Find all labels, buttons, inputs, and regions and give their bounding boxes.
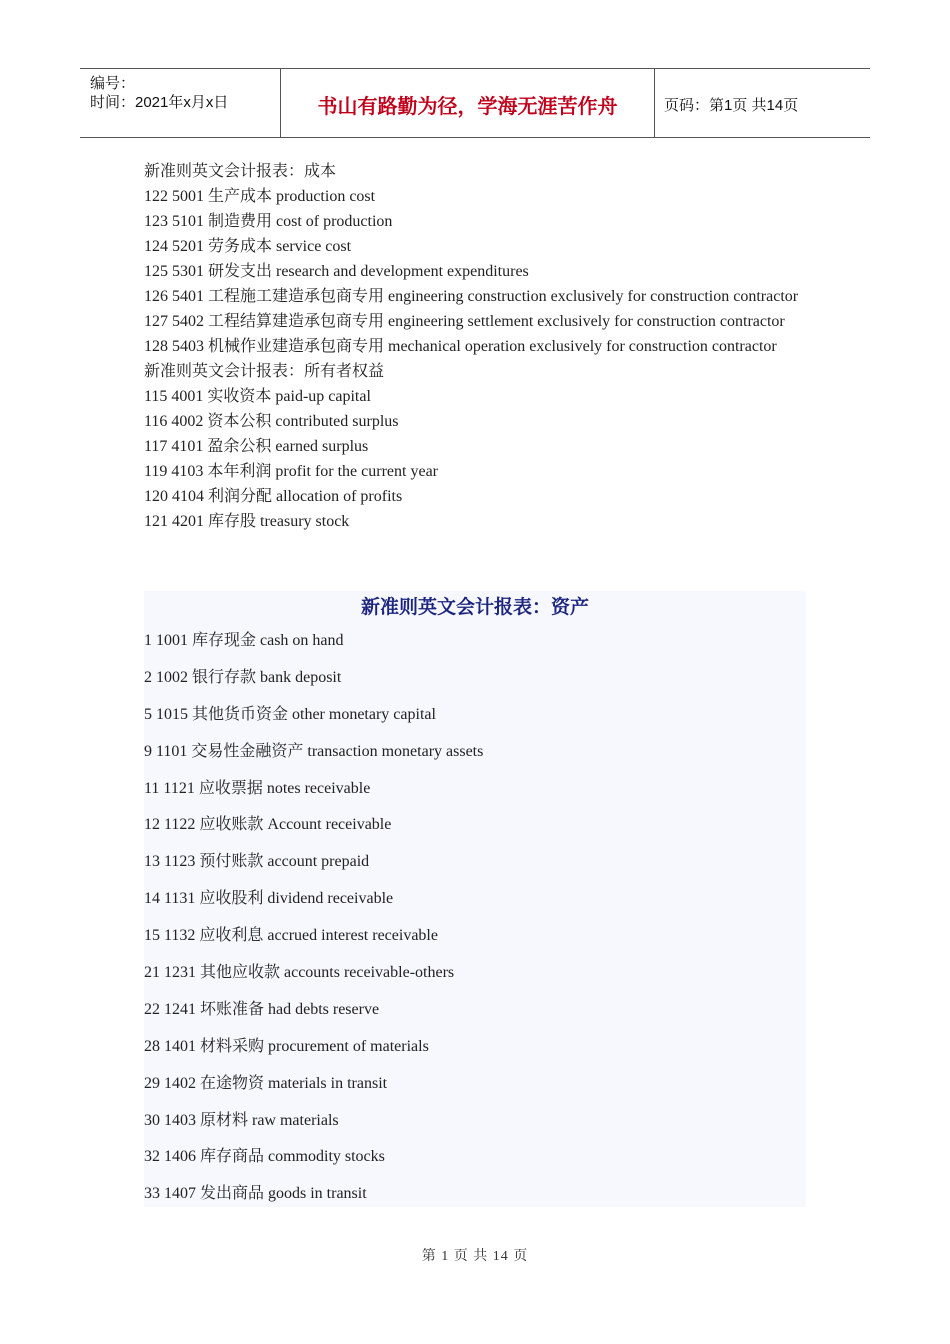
- list-item: 120 4104 利润分配 allocation of profits: [144, 488, 403, 505]
- header-motto-cell: [280, 69, 655, 137]
- page-number-label: 页码：第1页 共14页: [664, 97, 799, 114]
- section-heading-cost: 新准则英文会计报表：成本: [144, 163, 337, 180]
- list-item: 125 5301 研发支出 research and development expenditures: [144, 263, 529, 280]
- list-item: 33 1407 发出商品 goods in transit: [144, 1185, 367, 1203]
- list-item: 117 4101 盈余公积 earned surplus: [144, 438, 369, 455]
- list-item: 22 1241 坏账准备 had debts reserve: [144, 1000, 380, 1018]
- header-page-cell: [654, 69, 870, 137]
- list-item: 122 5001 生产成本 production cost: [144, 188, 376, 205]
- list-item: 11 1121 应收票据 notes receivable: [144, 779, 371, 797]
- document-body: [144, 159, 806, 534]
- list-item: 128 5403 机械作业建造承包商专用 mechanical operation exclusively for construction contractor: [144, 338, 777, 355]
- list-item: 14 1131 应收股利 dividend receivable: [144, 890, 394, 908]
- page-footer: 第 1 页 共 14 页: [421, 1249, 529, 1264]
- section-heading-assets: 新准则英文会计报表：资产: [360, 596, 589, 618]
- list-item: 126 5401 工程施工建造承包商专用 engineering construction exclusively for construction contractor: [144, 288, 799, 305]
- list-item: 29 1402 在途物资 materials in transit: [144, 1074, 388, 1092]
- list-item: 123 5101 制造费用 cost of production: [144, 213, 393, 230]
- section-heading-equity: 新准则英文会计报表：所有者权益: [144, 363, 385, 380]
- list-item: 5 1015 其他货币资金 other monetary capital: [144, 705, 436, 723]
- list-item: 115 4001 实收资本 paid-up capital: [144, 388, 371, 405]
- list-item: 2 1002 银行存款 bank deposit: [144, 668, 342, 686]
- list-item: 127 5402 工程结算建造承包商专用 engineering settlement exclusively for construction contractor: [144, 313, 785, 330]
- list-item: 124 5201 劳务成本 service cost: [144, 238, 352, 255]
- list-item: 9 1101 交易性金融资产 transaction monetary assets: [144, 742, 484, 760]
- list-item: 30 1403 原材料 raw materials: [144, 1111, 339, 1129]
- list-item: 116 4002 资本公积 contributed surplus: [144, 413, 399, 430]
- list-item: 1 1001 库存现金 cash on hand: [144, 632, 344, 649]
- motto-text: 书山有路勤为径，学海无涯苦作舟: [317, 94, 618, 118]
- list-item: 32 1406 库存商品 commodity stocks: [144, 1148, 385, 1166]
- list-item: 121 4201 库存股 treasury stock: [144, 513, 350, 530]
- list-item: 12 1122 应收账款 Account receivable: [144, 816, 392, 834]
- page-header: [80, 68, 870, 138]
- list-item: 119 4103 本年利润 profit for the current year: [144, 463, 438, 480]
- assets-section: [144, 591, 806, 1207]
- list-item: 15 1132 应收利息 accrued interest receivable: [144, 927, 438, 945]
- document-number-label: 编号：: [90, 75, 136, 92]
- list-item: 28 1401 材料采购 procurement of materials: [144, 1037, 429, 1055]
- list-item: 21 1231 其他应收款 accounts receivable-others: [144, 964, 455, 982]
- document-date-label: 时间：2021年x月x日: [90, 94, 229, 111]
- header-meta-cell: [80, 69, 280, 137]
- list-item: 13 1123 预付账款 account prepaid: [144, 853, 370, 871]
